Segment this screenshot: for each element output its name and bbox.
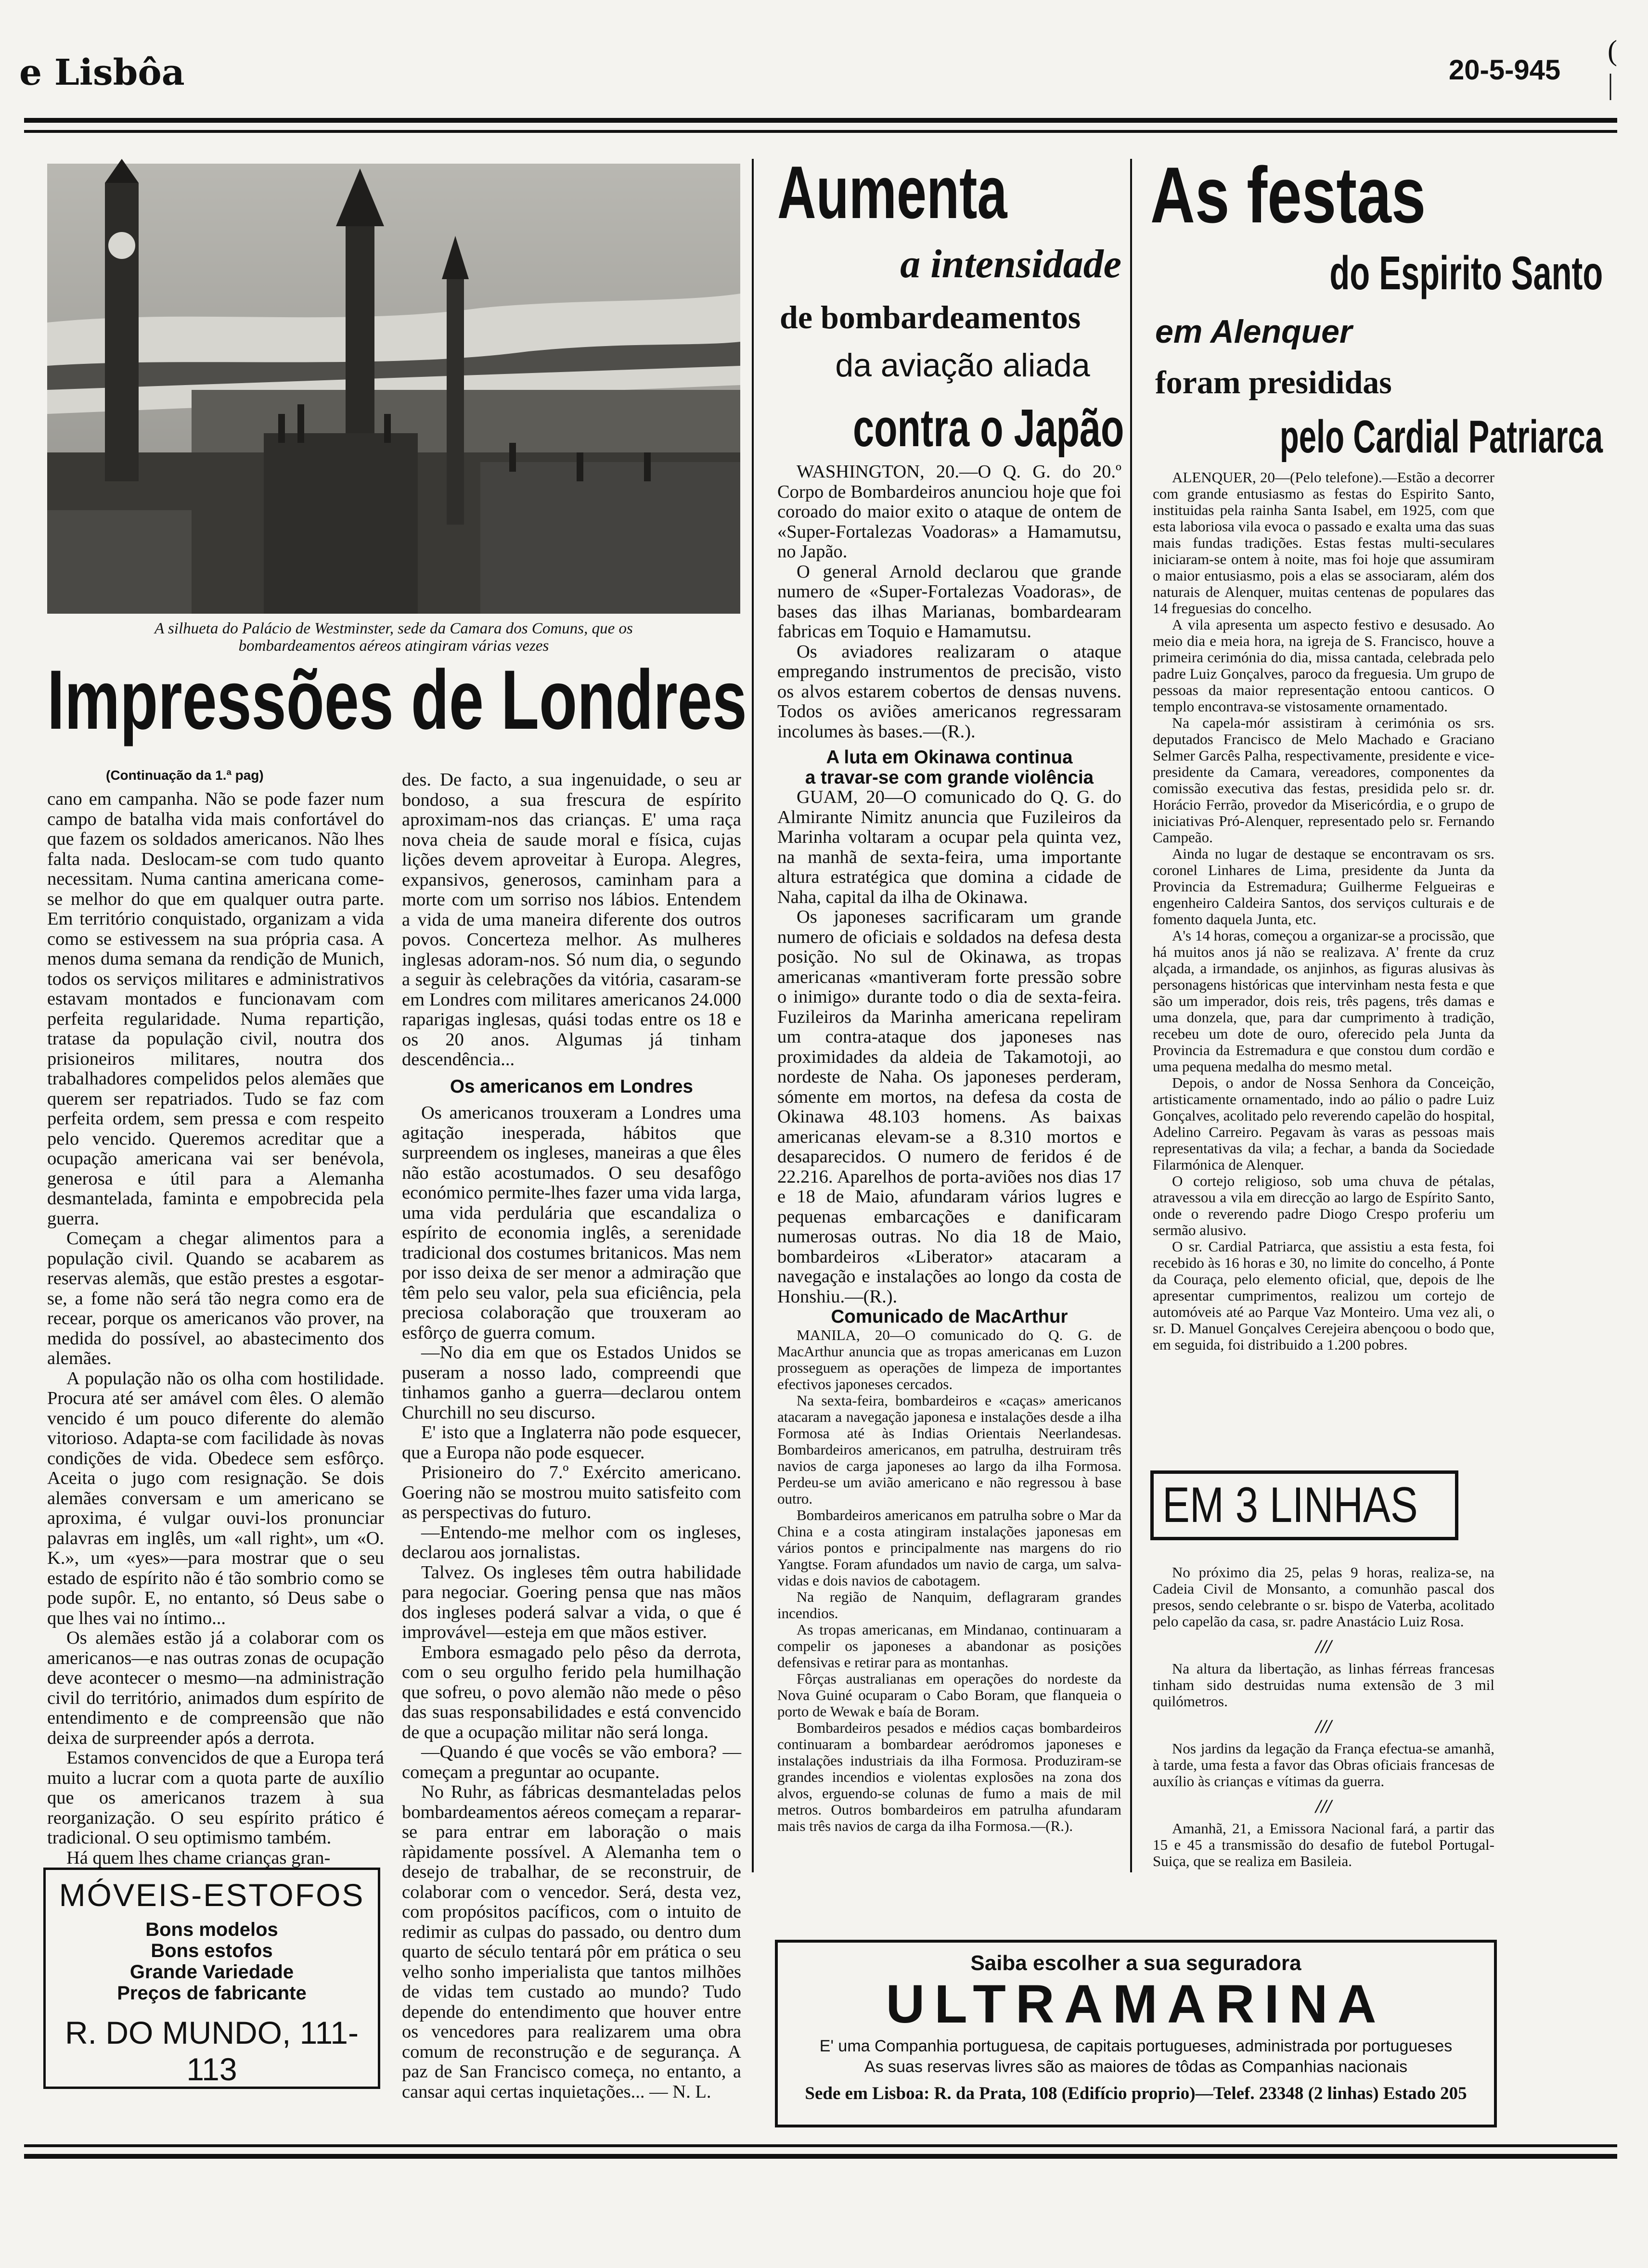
page-edge-mark: ( |: [1608, 35, 1617, 100]
westminster-photo-drawing: [47, 164, 740, 614]
footer-rule-bottom: [24, 2154, 1617, 2159]
londres-paragraph: Os alemães estão já a colaborar com os americanos—e nas outras zonas de ocupação deve acontecer o mesmo—na administração civil do território, animados dum espírito de entendimento e de compreensão que não deixa de surpreender após a derrota.: [47, 1628, 384, 1748]
londres-paragraph: A população não os olha com hostilidade. Procura até ser amável com êles. O alemão vencido é um pouco diferente do alemão vitorioso. Adapta-se com facilidade às novas condições de vida. Obedece sem esfôrço. Aceita o jugo com resignação. Se dois alemães conversam e um americano se aproxima, é vulgar ouvi-los pronunciar palavras em inglês, um «all right», um «O. K.», um «yes»—para mostrar que o seu estado de espírito não é tão sombrio como se pode supôr. E, no entanto, só Deus sabe o que lhes vai no íntimo...: [47, 1368, 384, 1628]
festas-headline-5: pelo Cardial Patriarca: [1279, 411, 1603, 463]
japao-column: [777, 462, 1121, 1872]
festas-paragraph: O sr. Cardial Patriarca, que assistiu a esta festa, foi recebido às 16 horas e 30, no limite do concelho, á Ponte da Couraça, pelo elemento oficial, que, depois de lhe apresentar cumprimentos, realizou um cortejo de automóveis até ao Parque Vaz Monteiro. Uma vez ali, o sr. D. Manuel Gonçalves Cerejeira abençoou o bodo que, em seguida, foi distribuido a 1.200 pobres.: [1153, 1238, 1494, 1353]
londres-paragraph: Talvez. Os ingleses têm outra habilidade para negociar. Goering pensa que nas mãos dos ingleses poderá salvar a vida, o que é improvável—esteja em que mãos estiver.: [402, 1562, 741, 1642]
japao-paragraph: GUAM, 20—O comunicado do Q. G. do Almirante Nimitz anuncia que Fuzileiros da Marinha voltaram a ocupar pela quinta vez, na manhã de sexta-feira, uma importante altura estratégica que domina a cidade de Naha, capital da ilha de Okinawa.: [777, 787, 1121, 907]
column-rule: [752, 159, 754, 1872]
londres-paragraph: Embora esmagado pelo pêso da derrota, com o seu orgulho ferido pela humilhação que sofreu, o povo alemão não mede o pêso das suas responsabilidades e está convencido de que a ocupação militar não será longa.: [402, 1642, 741, 1742]
londres-paragraph: Prisioneiro do 7.º Exército americano. Goering não se mostrou muito satisfeito com as perspectivas do futuro.: [402, 1462, 741, 1522]
japao-paragraph: Os aviadores realizaram o ataque empregando instrumentos de precisão, visto os alvos estarem cobertos de densas nuvens. Todos os aviões americanos regressaram incolumes às bases.—(R.).: [777, 641, 1121, 742]
em-3-linhas-item: Nos jardins da legação da França efectua-se amanhã, à tarde, uma festa a favor das Obras oficiais francesas de auxílio às crianças e vítimas da guerra.: [1153, 1740, 1494, 1790]
londres-paragraph: No Ruhr, as fábricas desmanteladas pelos bombardeamentos aéreos começam a reparar-se para entrar em laboração o mais ràpidamente possível. A Alemanha tem o desejo de trabalhar, de se reconstruir, de colaborar com o vencedor. Será, desta vez, com propósitos pacíficos, com o intuito de redimir as culpas do passado, ou dentro dum quarto de século tentará pôr em prática o seu velho sonho imperialista que tantos milhões de vidas tem custado ao mundo? Tudo depende do entendimento que houver entre os vencedores para realizarem uma obra comum de reconstrução e de segurança. A paz de San Francisco começa, no entanto, a cansar aqui certas inquietações... — N. L.: [402, 1782, 741, 2102]
header-rule-top: [24, 118, 1617, 123]
festas-paragraph: A vila apresenta um aspecto festivo e desusado. Ao meio dia e meia hora, na igreja de S. Francisco, houve a primeira cerimónia do dia, missa cantada, celebrada pelo padre Luiz Gonçalves, paroco da freguesia. Um grupo de pessoas da maior representação entoou canticos. O templo encontrava-se vistosamente ornamentado.: [1153, 616, 1494, 715]
japao-subhead-okinawa-1: A luta em Okinawa continua: [826, 747, 1073, 768]
londres-column-1: [47, 789, 384, 1868]
londres-paragraph: Começam a chegar alimentos para a população civil. Quando se acabarem as reservas alemãs, que estão prestes a esgotar-se, a fome não será tão negra como era de recear, porque os americanos vão prover, na medida do possível, ao abastecimento dos alemães.: [47, 1228, 384, 1368]
japao-paragraph: MANILA, 20—O comunicado do Q. G. de MacArthur anuncia que as tropas americanas em Luzon prosseguem as operações de limpeza de importantes efectivos japoneses cercados.: [777, 1326, 1121, 1392]
masthead: e Lisbôa: [19, 52, 185, 93]
moveis-ad-line: Bons modelos: [145, 1919, 278, 1940]
festas-paragraph: Ainda no lugar de destaque se encontravam os srs. coronel Linhares de Lima, presidente da Junta da Provincia da Estremadura; Guilherme Felgueiras e engenheiro Caldeira Santos, dos serviços culturais e de fomento daquela Junta, etc.: [1153, 845, 1494, 928]
ultramarina-footer: Sede em Lisboa: R. da Prata, 108 (Edifício proprio)—Telef. 23348 (2 linhas) Estado 205: [805, 2084, 1467, 2103]
em-3-linhas-title: EM 3 LINHAS: [1162, 1477, 1418, 1533]
japao-headline-2: a intensidade: [900, 242, 1121, 286]
photo-caption: [47, 620, 740, 655]
festas-head-2-wrap: [1150, 248, 1603, 301]
festas-paragraph: Depois, o andor de Nossa Senhora da Conceição, artisticamente ornamentado, indo ao pálio o padre Luiz Gonçalves, acolitado pelo reverendo capelão do hospital, Adelino Carreiro. Pegavam às varas as pessoas mais representativas da vila; a fechar, a banda da Sociedade Filarmónica de Alenquer.: [1153, 1074, 1494, 1173]
japao-headline-5: contra o Japão: [852, 399, 1124, 458]
moveis-ad-lines: [46, 1919, 378, 2004]
em-3-linhas-item: Amanhã, 21, a Emissora Nacional fará, a partir das 15 e 45 a transmissão do desafio de futebol Portugal-Suiça, que se realiza em Basileia.: [1153, 1820, 1494, 1869]
photo-caption-line-2: bombardeamentos aéreos atingiram várias vezes: [238, 637, 549, 655]
ultramarina-line-1: E' uma Companhia portuguesa, de capitais portugueses, administrada por portugueses: [819, 2037, 1453, 2055]
moveis-estofos-ad: [43, 1868, 380, 2089]
londres-paragraph: —Entendo-me melhor com os ingleses, declarou aos jornalistas.: [402, 1522, 741, 1562]
festas-column: [1153, 469, 1494, 1413]
londres-paragraph: E' isto que a Inglaterra não pode esquecer, que a Europa não pode esquecer.: [402, 1422, 741, 1463]
festas-headline-3: em Alenquer: [1155, 313, 1352, 350]
continuation-note: (Continuação da 1.ª pag): [106, 768, 264, 783]
japao-paragraph: Os japoneses sacrificaram um grande numero de oficiais e soldados na defesa desta posição. No sul de Okinawa, as tropas americanas «mantiveram forte pressão sobre o inimigo» durante todo o dia de sexta-feira. Fuzileiros da Marinha americana repeliram um contra-ataque dos japoneses nas proximidades da aldeia de Takamotoji, ao nordeste de Naha. Os japoneses perderam, sómente em mortos, na defesa da costa de Okinawa 48.103 homens. As baixas americanas elevam-se a 8.310 mortos e desaparecidos. O numero de feridos é de 22.216. Aparelhos de porta-aviões nos dias 17 e 18 de Maio, afundaram vários lugres e pequenas embarcações e danificaram numerosas outras. No dia 18 de Maio, bombardeiros «Liberator» atacaram a navegação e instalações ao longo da costa de Honshiu.—(R.).: [777, 907, 1121, 1307]
japao-subhead-macarthur: Comunicado de MacArthur: [831, 1306, 1068, 1327]
moveis-ad-line: Bons estofos: [151, 1940, 273, 1961]
em-3-linhas-box: [1150, 1470, 1458, 1540]
footer-rule-top: [24, 2144, 1617, 2147]
festas-headline-4: foram presididas: [1155, 364, 1392, 400]
column-rule: [1130, 159, 1132, 1872]
moveis-ad-title: MÓVEIS-ESTOFOS: [59, 1877, 365, 1913]
ultramarina-line-2: As suas reservas livres são as maiores de tôdas as Companhias nacionais: [864, 2058, 1408, 2076]
ultramarina-brand: ULTRAMARINA: [886, 1974, 1386, 2034]
japao-head-1-wrap: [777, 151, 1124, 234]
moveis-ad-line: Preços de fabricante: [117, 1983, 307, 2004]
japao-headline-4: da aviação aliada: [835, 347, 1090, 384]
em-3-linhas-item: No próximo dia 25, pelas 9 horas, realiza-se, na Cadeia Civil de Monsanto, a comunhão pascal dos presos, sendo celebrante o sr. bispo de Vaterba, acolitado pelo capelão da casa, sr. padre Anastácio Luiz Rosa.: [1153, 1564, 1494, 1630]
londres-paragraph: Os americanos trouxeram a Londres uma agitação inesperada, hábitos que surpreendem os ingleses, maneiras a que êles não estão acostumados. O seu desafôgo económico permite-lhes fazer uma vida larga, uma vida perdulária que escandaliza o espírito de economia inglês, a serenidade tradicional dos costumes britanicos. Mas nem por isso deixa de ser menor a admiração que têm pelo seu valor, pela sua eficiência, pela preciosa colaboração que trouxeram ao esfôrço de guerra comum.: [402, 1103, 741, 1343]
festas-head-1-wrap: [1150, 151, 1603, 239]
em-3-linhas-item: Na altura da libertação, as linhas férreas francesas tinham sido destruidas numa extensão de 3 mil quilómetros.: [1153, 1660, 1494, 1710]
festas-paragraph: A's 14 horas, começou a organizar-se a procissão, que há muitos anos já não se realizava. A' frente da cruz alçada, a irmandade, os anjinhos, as figuras alusivas às personagens históricas que intervinham nesta festa e que são um imperador, dois reis, três pagens, três damas e uma donzela, que, para dar cumprimento à tradição, recebeu um dote de ouro, oferecido pela Junta da Provincia da Estremadura e que constou dum cordão e uma pequena medalha do mesmo metal.: [1153, 927, 1494, 1075]
em-3-linhas-column: [1153, 1564, 1494, 1877]
festas-headline-2: do Espirito Santo: [1329, 246, 1603, 299]
ultramarina-ad: [775, 1940, 1497, 2127]
londres-headline: Impressões de Londres: [47, 653, 747, 747]
londres-paragraph: —No dia em que os Estados Unidos se puseram a nosso lado, compreendi que tinhamos ganho a guerra—declarou ontem Churchill no seu discurso.: [402, 1342, 741, 1423]
item-separator: ///: [1315, 1715, 1332, 1737]
japao-headline-1: Aumenta: [777, 151, 1007, 234]
japao-paragraph: Na sexta-feira, bombardeiros e «caças» americanos atacaram a navegação japonesa e instalações desde a ilha Formosa até às Indias Orientais Neerlandesas. Bombardeiros americanos, em patrulha, destruiram três navios de carga japoneses ao largo da ilha Formosa. Perdeu-se um avião americano e não regressou à base outro.: [777, 1392, 1121, 1507]
londres-paragraph: —Quando é que vocês se vão embora? — começam a preguntar ao ocupante.: [402, 1742, 741, 1782]
japao-paragraph: Bombardeiros americanos em patrulha sobre o Mar da China e a costa atingiram instalações japonesas em vários pontos e principalmente nas margens do rio Yangtse. Foram afundados um navio de carga, um salva-vidas e dois navios de cabotagem.: [777, 1506, 1121, 1589]
londres-paragraph: des. De facto, a sua ingenuidade, o seu ar bondoso, a sua frescura de espírito aproximam-nos das crianças. E' uma raça nova cheia de saude moral e física, cujas lições devem aproveitar à Europa. Alegres, expansivos, generosos, caminham para a morte com um sorriso nos lábios. Entendem a vida de uma maneira diferente dos outros povos. Concerteza melhor. As mulheres inglesas adoram-nos. Só num dia, o segundo a seguir às celebrações da vitória, casaram-se em Londres com militares americanos 24.000 raparigas inglesas, quási todas entre os 18 e os 20 anos. Algumas já tinham descendência...: [402, 770, 741, 1070]
japao-paragraph: WASHINGTON, 20.—O Q. G. do 20.º Corpo de Bombardeiros anunciou hoje que foi coroado do maior exito o ataque de ontem de «Super-Fortalezas Voadoras» a Hamamutsu, no Japão.: [777, 462, 1121, 562]
festas-paragraph: Na capela-mór assistiram à cerimónia os srs. deputados Francisco de Melo Machado e Graciano Selmer Garcês Palha, respectivamente, presidente e vice-presidente da Camara, vereadores, componentes da comissão executiva das festas, presidida pelo sr. dr. Horácio Ferrão, provedor da Misericórdia, e o grupo de iniciativas Pró-Alenquer, representado pelo sr. Fernando Campeão.: [1153, 714, 1494, 846]
londres-paragraph: Há quem lhes chame crianças gran-: [66, 1847, 331, 1868]
photo-caption-line-1: A silhueta do Palácio de Westminster, sede da Camara dos Comuns, que os: [154, 620, 633, 637]
westminster-photo: [47, 164, 740, 614]
festas-paragraph: O cortejo religioso, sob uma chuva de pétalas, atravessou a vila em direcção ao largo de Espírito Santo, onde o reverendo padre Diogo Crespo proferiu um sermão alusivo.: [1153, 1173, 1494, 1238]
japao-headline-3: de bombardeamentos: [780, 299, 1081, 335]
festas-headline-1: As festas: [1150, 151, 1426, 239]
moveis-ad-line: Grande Variedade: [129, 1961, 294, 1983]
issue-date: 20-5-945: [1449, 54, 1561, 86]
japao-subhead-okinawa-2: a travar-se com grande violência: [805, 767, 1094, 788]
ultramarina-tagline: Saiba escolher a sua seguradora: [970, 1951, 1301, 1975]
festas-paragraph: ALENQUER, 20—(Pelo telefone).—Estão a decorrer com grande entusiasmo as festas do Espirito Santo, instituidas pela rainha Santa Isabel, em 1925, com que esta laboriosa vila evoca o passado e exalta uma das suas mais fundas tradições. Estas festas multi-seculares iniciaram-se ontem à noite, mas foi hoje que assumiram o maior entusiasmo, pois a elas se associaram, além dos naturais de Alenquer, muitas centenas de populares das 14 freguesias do concelho.: [1153, 469, 1494, 617]
londres-subhead: Os americanos em Londres: [450, 1076, 693, 1097]
japao-paragraph: Na região de Nanquim, deflagraram grandes incendios.: [777, 1588, 1121, 1622]
japao-head-5-wrap: [777, 399, 1124, 462]
londres-paragraph: cano em campanha. Não se pode fazer num campo de batalha vida mais confortável do que fazem os soldados americanos. Não lhes falta nada. Deslocam-se com tudo quanto necessitam. Numa cantina americana come-se melhor do que em qualquer outra parte. Em território conquistado, organizam a vida como se estivessem na sua própria casa. A menos duma semana da rendição de Munich, todos os serviços militares e administrativos estavam montados e funcionavam com perfeita regularidade. Numa repartição, tratase da população civil, noutra dos prisioneiros militares, noutra dos trabalhadores compelidos pelos alemães que querem ser repatriados. Tudo se faz com perfeita ordem, sem pressa e com respeito pelo vencido. Queremos acreditar que a ocupação americana vai ser benévola, generosa e útil para a Alemanha desmantelada, faminta e empobrecida pela guerra.: [47, 789, 384, 1229]
japao-paragraph: Bombardeiros pesados e médios caças bombardeiros continuaram a bombardear aeródromos japoneses e instalações industriais da ilha Formosa. Produziram-se grandes incendios e violentas explosões na zona dos alvos, erguendo-se colunas de fumo a mais de mil metros. Outros bombardeiros em patrulha afundaram mais três navios de carga da ilha Formosa.—(R.).: [777, 1719, 1121, 1834]
item-separator: ///: [1315, 1795, 1332, 1817]
londres-column-2: [402, 770, 741, 2132]
londres-headline-wrap: [47, 653, 747, 751]
festas-head-5-wrap: [1150, 412, 1603, 464]
japao-paragraph: Fôrças australianas em operações do nordeste da Nova Guiné ocuparam o Cabo Boram, que flanqueia o porto de Wewak e baía de Boram.: [777, 1670, 1121, 1720]
item-separator: ///: [1315, 1636, 1332, 1657]
moveis-ad-address: R. DO MUNDO, 111-113: [65, 2015, 359, 2087]
japao-paragraph: O general Arnold declarou que grande numero de «Super-Fortalezas Voadoras», de bases das ilhas Marianas, bombardearam fabricas em Toquio e Hamamutsu.: [777, 561, 1121, 642]
japao-paragraph: As tropas americanas, em Mindanao, continuaram a compelir os japoneses a abandonar as posições defensivas e retirar para as montanhas.: [777, 1621, 1121, 1671]
header-rule-bottom: [24, 130, 1617, 133]
londres-paragraph: Estamos convencidos de que a Europa terá muito a lucrar com a quota parte de auxílio que os americanos trazem à sua reorganização. O seu espírito prático é tradicional. O seu optimismo também.: [47, 1748, 384, 1848]
